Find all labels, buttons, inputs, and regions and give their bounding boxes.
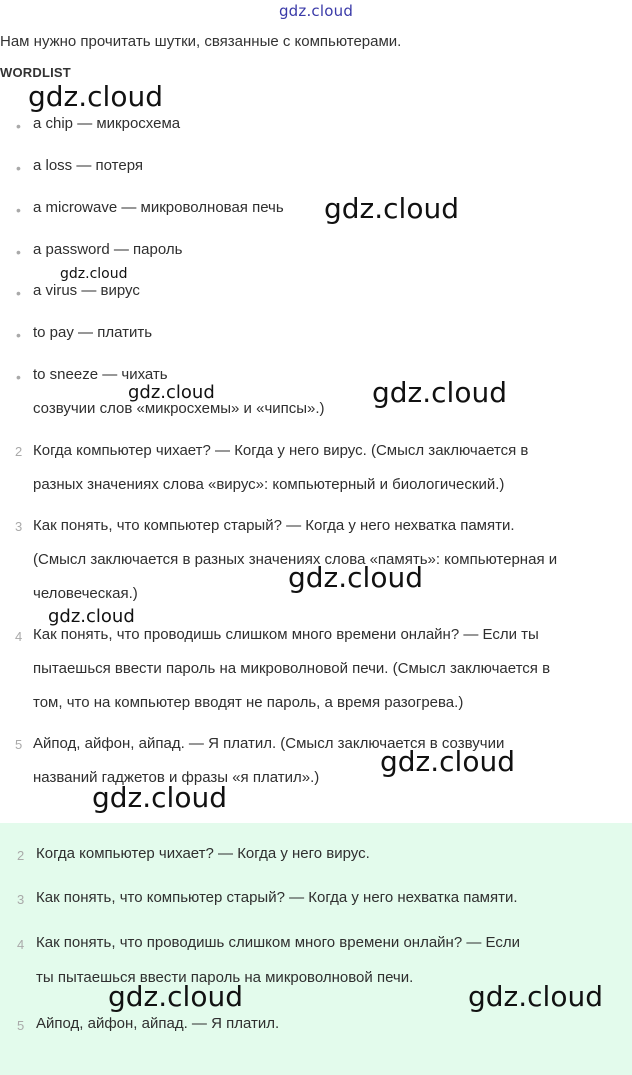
wordlist-item: a loss — потеря <box>33 157 143 174</box>
joke-line: Как понять, что проводишь слишком много времени онлайн? — Если ты <box>33 626 539 643</box>
wordlist-item: a virus — вирус <box>33 282 140 299</box>
answer-line: Как понять, что компьютер старый? — Когда у него нехватка памяти. <box>36 889 518 906</box>
bullet-dot: • <box>16 285 21 301</box>
watermark: gdz.cloud <box>128 382 215 403</box>
bullet-dot: • <box>16 202 21 218</box>
intro-text: Нам нужно прочитать шутки, связанные с компьютерами. <box>0 33 402 50</box>
watermark: gdz.cloud <box>288 561 423 594</box>
joke-line: (Смысл заключается в разных значениях слова «память»: компьютерная и <box>33 551 558 568</box>
answer-number: 5 <box>17 1018 25 1033</box>
bullet-dot: • <box>16 327 21 343</box>
joke-line: человеческая.) <box>33 585 138 602</box>
joke-number: 5 <box>15 737 23 752</box>
bullet-dot: • <box>16 160 21 176</box>
watermark: gdz.cloud <box>48 606 135 627</box>
bullet-dot: • <box>16 118 21 134</box>
wordlist-item: a chip — микросхема <box>33 115 181 132</box>
joke-line: разных значениях слова «вирус»: компьютерный и биологический.) <box>33 476 505 493</box>
joke-line: Когда компьютер чихает? — Когда у него вирус. (Смысл заключается в <box>33 442 529 459</box>
joke-line: Айпод, айфон, айпад. — Я платил. (Смысл заключается в созвучии <box>33 735 505 752</box>
answer-number: 2 <box>17 848 25 863</box>
joke-number: 3 <box>15 519 23 534</box>
joke-number: 2 <box>15 444 23 459</box>
joke-line: названий гаджетов и фразы «я платил».) <box>33 769 320 786</box>
joke-number: 4 <box>15 629 23 644</box>
watermark: gdz.cloud <box>60 266 128 282</box>
wordlist-item: to sneeze — чихать <box>33 366 168 383</box>
watermark: gdz.cloud <box>372 376 507 409</box>
joke-line: Как понять, что компьютер старый? — Когда у него нехватка памяти. <box>33 517 515 534</box>
watermark: gdz.cloud <box>92 781 227 814</box>
answer-number: 4 <box>17 937 25 952</box>
watermark: gdz.cloud <box>380 745 515 778</box>
answer-line: ты пытаешься ввести пароль на микроволновой печи. <box>36 969 414 986</box>
wordlist-item: a microwave — микроволновая печь <box>33 199 284 216</box>
bullet-dot: • <box>16 244 21 260</box>
watermark: gdz.cloud <box>28 80 163 113</box>
answer-line: Айпод, айфон, айпад. — Я платил. <box>36 1015 280 1032</box>
answer-line: Как понять, что проводишь слишком много времени онлайн? — Если <box>36 934 520 951</box>
joke-line: пытаешься ввести пароль на микроволновой печи. (Смысл заключается в <box>33 660 551 677</box>
watermark: gdz.cloud <box>468 980 603 1013</box>
wordlist-item: a password — пароль <box>33 241 183 258</box>
watermark: gdz.cloud <box>324 192 459 225</box>
answer-line: Когда компьютер чихает? — Когда у него вирус. <box>36 845 370 862</box>
partial-explanation-line: созвучии слов «микросхемы» и «чипсы».) <box>33 400 325 417</box>
watermark: gdz.cloud <box>108 980 243 1013</box>
wordlist-title: WORDLIST <box>0 65 71 80</box>
answer-number: 3 <box>17 892 25 907</box>
wordlist-item: to pay — платить <box>33 324 153 341</box>
header-watermark: gdz.cloud <box>278 2 354 20</box>
joke-line: том, что на компьютер вводят не пароль, а время разогрева.) <box>33 694 464 711</box>
bullet-dot: • <box>16 369 21 385</box>
